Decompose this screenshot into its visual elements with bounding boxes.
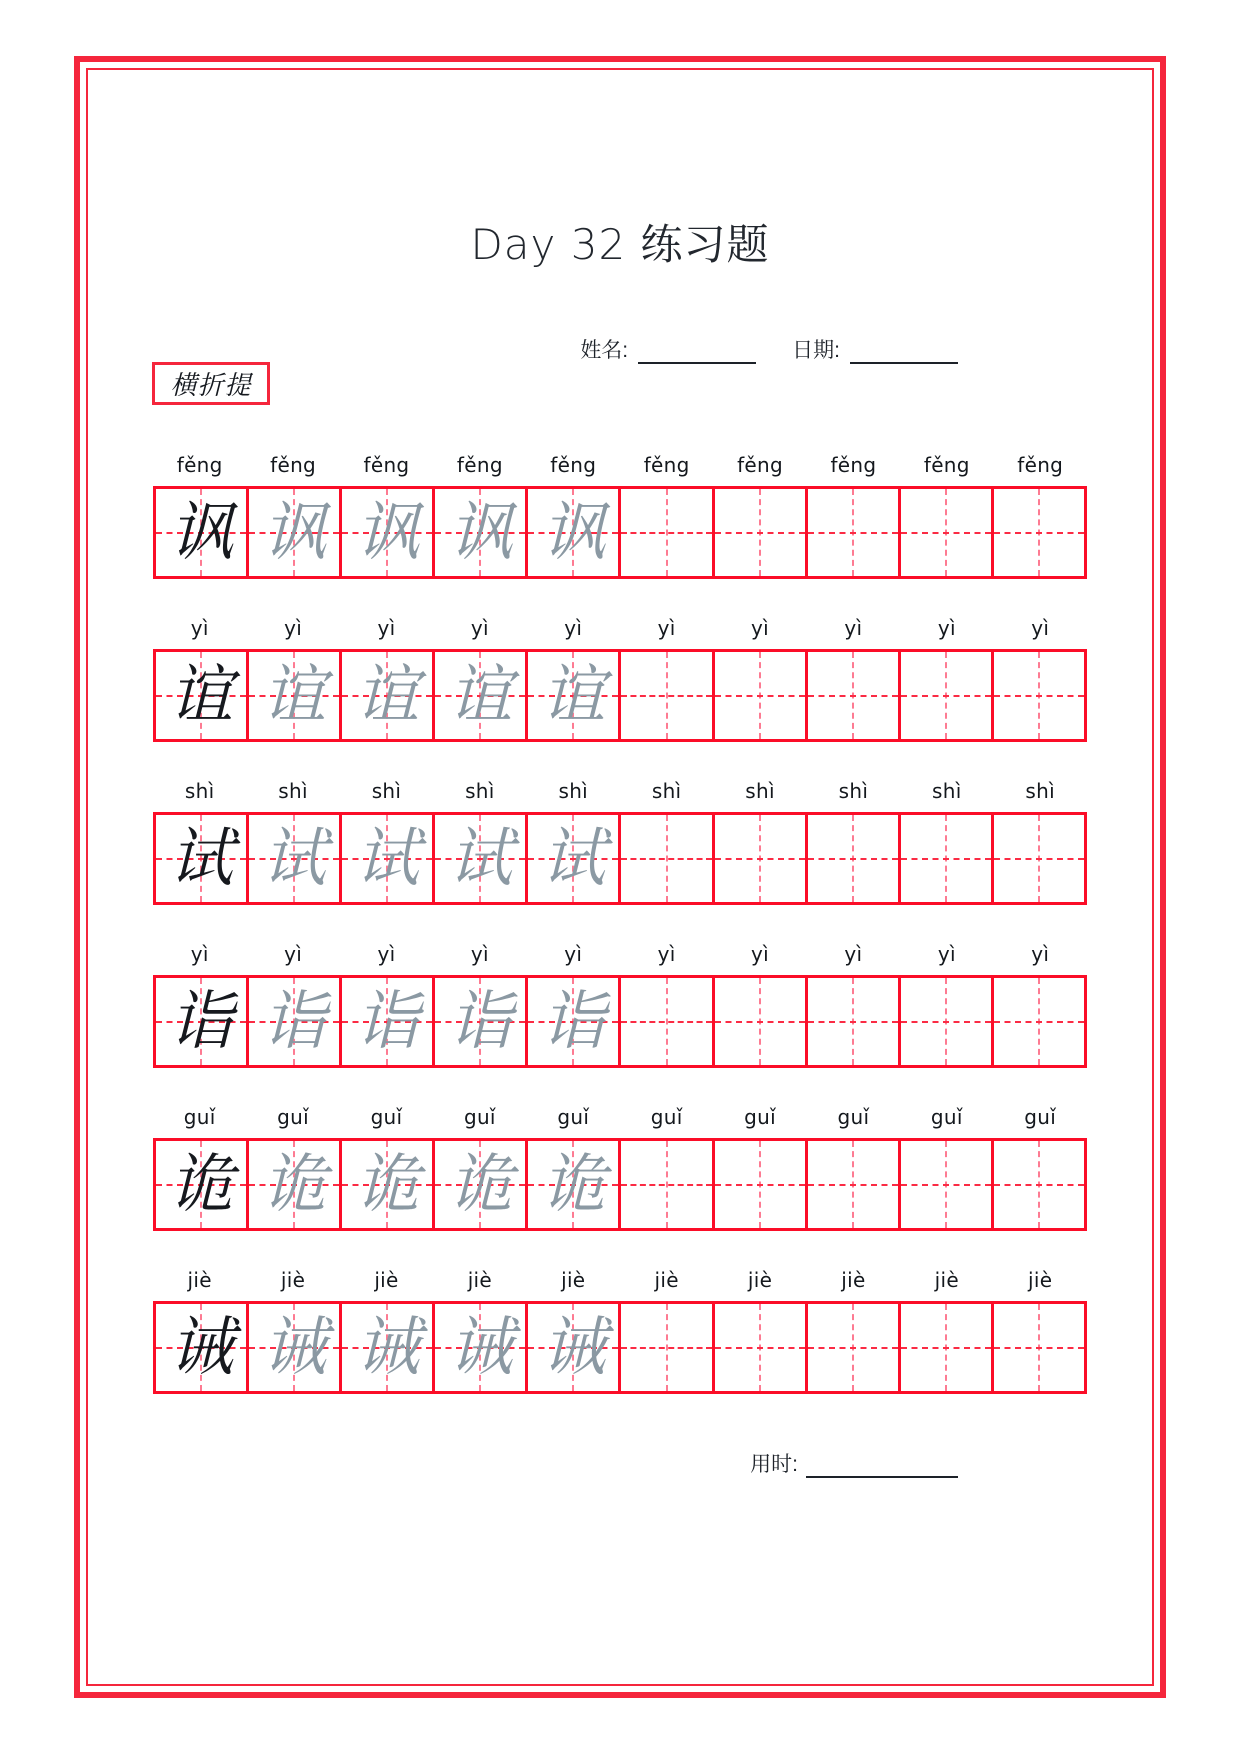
character-grid-cell[interactable] (715, 652, 808, 739)
character-grid-cell[interactable] (528, 1141, 621, 1228)
pinyin-label: fěng (737, 453, 783, 477)
empty-character-slot (715, 1304, 805, 1391)
pinyin-label: fěng (830, 453, 877, 477)
pinyin-label: fěng (456, 453, 503, 477)
pinyin-line (153, 607, 1087, 649)
pinyin-label: shì (371, 779, 402, 803)
character-grid-cell[interactable] (901, 1141, 994, 1228)
character-grid-cell[interactable] (901, 1304, 994, 1391)
character-grid-cell[interactable] (808, 1141, 901, 1228)
pinyin-label: yì (937, 942, 956, 966)
pinyin-label: shì (184, 779, 215, 803)
pinyin-label: fěng (550, 453, 597, 477)
character-grid-cell[interactable] (994, 978, 1087, 1065)
empty-character-slot (715, 978, 805, 1065)
trace-character: 谊 (448, 658, 513, 733)
character-grid-cell[interactable] (901, 652, 994, 739)
pinyin-label: jiè (934, 1268, 959, 1292)
empty-character-slot (808, 652, 898, 739)
empty-character-slot (901, 1304, 991, 1391)
pinyin-label: yì (657, 942, 676, 966)
pinyin-label: yì (937, 616, 956, 640)
character-grid-cell[interactable] (342, 1304, 435, 1391)
pinyin-label: jiè (374, 1268, 399, 1292)
character-grid-cell[interactable] (435, 489, 528, 576)
pinyin-label: yì (190, 616, 209, 640)
character-grid-cell[interactable] (435, 1304, 528, 1391)
pinyin-label: jiè (561, 1268, 586, 1292)
pinyin-label: fěng (270, 453, 317, 477)
character-grid-cell[interactable] (528, 652, 621, 739)
empty-character-slot (621, 978, 711, 1065)
empty-character-slot (808, 978, 898, 1065)
stroke-type-badge (152, 362, 270, 405)
character-grid-cell[interactable] (621, 489, 714, 576)
empty-character-slot (994, 489, 1084, 576)
name-label: 姓名: (580, 339, 629, 362)
name-input-blank[interactable] (638, 342, 756, 364)
pinyin-label: yì (657, 616, 676, 640)
character-grid-cell[interactable] (715, 815, 808, 902)
pinyin-label: shì (558, 779, 589, 803)
character-grid-cell[interactable] (435, 652, 528, 739)
trace-character: 试 (355, 821, 420, 896)
empty-character-slot (808, 815, 898, 902)
character-grid-cell[interactable] (808, 1304, 901, 1391)
pinyin-label: guǐ (277, 1105, 309, 1129)
pinyin-label: fěng (1017, 453, 1064, 477)
trace-character: 诡 (448, 1147, 513, 1222)
empty-character-slot (621, 1141, 711, 1228)
model-character: 谊 (169, 658, 234, 733)
character-grid-cell[interactable] (435, 1141, 528, 1228)
trace-character: 讽 (541, 495, 606, 570)
character-grid-cell[interactable] (249, 1141, 342, 1228)
trace-character: 谊 (355, 658, 420, 733)
empty-character-slot (808, 489, 898, 576)
pinyin-label: guǐ (183, 1105, 216, 1129)
pinyin-label: yì (377, 942, 396, 966)
trace-character: 讽 (448, 495, 513, 570)
character-grid-cell[interactable] (528, 1304, 621, 1391)
character-grid-cell[interactable] (435, 815, 528, 902)
character-grid-row (153, 649, 1087, 742)
trace-character: 诫 (355, 1310, 420, 1385)
pinyin-line (153, 444, 1087, 486)
pinyin-label: jiè (654, 1268, 679, 1292)
character-grid-cell[interactable] (435, 978, 528, 1065)
trace-character: 诣 (448, 984, 513, 1059)
pinyin-label: fěng (363, 453, 410, 477)
time-used-label: 用时: (750, 1453, 798, 1476)
empty-character-slot (621, 489, 711, 576)
empty-character-slot (901, 815, 991, 902)
empty-character-slot (994, 978, 1084, 1065)
pinyin-label: yì (470, 942, 489, 966)
character-grid-row (153, 1138, 1087, 1231)
character-grid-cell[interactable] (528, 815, 621, 902)
trace-character: 诫 (448, 1310, 513, 1385)
trace-character: 诣 (262, 984, 327, 1059)
pinyin-label: shì (932, 779, 962, 803)
trace-character: 诣 (541, 984, 606, 1059)
character-grid-cell[interactable] (156, 1141, 249, 1228)
model-character: 诣 (169, 984, 234, 1059)
character-grid-cell[interactable] (249, 815, 342, 902)
character-grid-cell[interactable] (249, 489, 342, 576)
character-grid-cell[interactable] (621, 652, 714, 739)
trace-character: 诡 (355, 1147, 420, 1222)
empty-character-slot (994, 815, 1084, 902)
pinyin-label: jiè (467, 1268, 493, 1292)
character-grid-cell[interactable] (621, 978, 714, 1065)
pinyin-label: fěng (643, 453, 690, 477)
character-grid-row (153, 812, 1087, 905)
pinyin-label: shì (1025, 779, 1055, 803)
character-grid-cell[interactable] (994, 815, 1087, 902)
pinyin-label: shì (278, 779, 308, 803)
character-grid-cell[interactable] (808, 489, 901, 576)
character-grid-cell[interactable] (342, 978, 435, 1065)
character-grid-cell[interactable] (901, 978, 994, 1065)
pinyin-label: yì (284, 942, 303, 966)
character-grid-cell[interactable] (528, 489, 621, 576)
pinyin-label: guǐ (930, 1105, 963, 1129)
pinyin-label: yì (844, 616, 863, 640)
pinyin-label: yì (1031, 942, 1050, 966)
pinyin-label: yì (284, 616, 303, 640)
time-used-row (750, 1448, 958, 1478)
pinyin-label: yì (564, 616, 583, 640)
empty-character-slot (994, 652, 1084, 739)
pinyin-label: guǐ (837, 1105, 870, 1129)
character-grid-cell[interactable] (715, 1304, 808, 1391)
character-grid-cell[interactable] (994, 489, 1087, 576)
pinyin-label: jiè (747, 1268, 773, 1292)
character-grid-cell[interactable] (249, 1304, 342, 1391)
date-input-blank[interactable] (850, 342, 958, 364)
trace-character: 讽 (355, 495, 420, 570)
pinyin-label: yì (564, 942, 583, 966)
trace-character: 谊 (541, 658, 606, 733)
pinyin-line (153, 770, 1087, 812)
trace-character: 诫 (541, 1310, 606, 1385)
character-grid-cell[interactable] (342, 489, 435, 576)
character-grid-cell[interactable] (901, 489, 994, 576)
character-grid-cell[interactable] (715, 1141, 808, 1228)
character-grid-cell[interactable] (715, 978, 808, 1065)
empty-character-slot (715, 652, 805, 739)
model-character: 讽 (169, 495, 234, 570)
practice-row (153, 444, 1087, 607)
character-grid-row (153, 1301, 1087, 1394)
empty-character-slot (621, 1304, 711, 1391)
pinyin-label: shì (745, 779, 775, 803)
empty-character-slot (621, 652, 711, 739)
trace-character: 试 (448, 821, 513, 896)
trace-character: 诫 (262, 1310, 327, 1385)
pinyin-label: jiè (1028, 1268, 1053, 1292)
character-grid-cell[interactable] (621, 1141, 714, 1228)
model-character: 试 (169, 821, 234, 896)
practice-row (153, 1096, 1087, 1259)
pinyin-line (153, 1259, 1087, 1301)
practice-row (153, 770, 1087, 933)
pinyin-label: yì (1031, 616, 1050, 640)
page-title: Day 32 练习题 (470, 220, 770, 269)
character-grid-cell[interactable] (156, 978, 249, 1065)
trace-character: 诡 (262, 1147, 327, 1222)
trace-character: 试 (541, 821, 606, 896)
time-used-blank[interactable] (806, 1456, 958, 1478)
empty-character-slot (715, 489, 805, 576)
character-grid-row (153, 486, 1087, 579)
trace-character: 诡 (541, 1147, 606, 1222)
empty-character-slot (808, 1304, 898, 1391)
pinyin-label: guǐ (463, 1105, 496, 1129)
practice-rows-container (153, 444, 1087, 1422)
pinyin-label: guǐ (557, 1105, 590, 1129)
empty-character-slot (901, 652, 991, 739)
character-grid-cell[interactable] (342, 652, 435, 739)
pinyin-label: yì (751, 942, 770, 966)
pinyin-label: fěng (176, 453, 223, 477)
trace-character: 谊 (262, 658, 327, 733)
empty-character-slot (715, 1141, 805, 1228)
character-grid-cell[interactable] (249, 978, 342, 1065)
character-grid-row (153, 975, 1087, 1068)
character-grid-cell[interactable] (715, 489, 808, 576)
character-grid-cell[interactable] (528, 978, 621, 1065)
character-grid-cell[interactable] (249, 652, 342, 739)
character-grid-cell[interactable] (621, 1304, 714, 1391)
character-grid-cell[interactable] (156, 489, 249, 576)
pinyin-label: yì (470, 616, 489, 640)
character-grid-cell[interactable] (808, 815, 901, 902)
character-grid-cell[interactable] (342, 1141, 435, 1228)
pinyin-label: jiè (187, 1268, 212, 1292)
character-grid-cell[interactable] (901, 815, 994, 902)
model-character: 诫 (169, 1310, 234, 1385)
empty-character-slot (715, 815, 805, 902)
character-grid-cell[interactable] (156, 652, 249, 739)
practice-row (153, 1259, 1087, 1422)
empty-character-slot (621, 815, 711, 902)
date-label: 日期: (792, 339, 840, 362)
character-grid-cell[interactable] (808, 652, 901, 739)
character-grid-cell[interactable] (994, 652, 1087, 739)
pinyin-label: shì (838, 779, 869, 803)
pinyin-label: yì (844, 942, 863, 966)
empty-character-slot (901, 1141, 991, 1228)
pinyin-label: guǐ (1024, 1105, 1057, 1129)
practice-row (153, 933, 1087, 1096)
empty-character-slot (808, 1141, 898, 1228)
pinyin-label: jiè (841, 1268, 866, 1292)
pinyin-label: guǐ (650, 1105, 683, 1129)
model-character: 诡 (169, 1147, 234, 1222)
student-info-row (580, 334, 958, 364)
character-grid-cell[interactable] (994, 1304, 1087, 1391)
trace-character: 讽 (262, 495, 327, 570)
character-grid-cell[interactable] (808, 978, 901, 1065)
pinyin-line (153, 933, 1087, 975)
pinyin-label: yì (190, 942, 209, 966)
pinyin-label: yì (751, 616, 770, 640)
character-grid-cell[interactable] (156, 1304, 249, 1391)
pinyin-label: shì (651, 779, 682, 803)
character-grid-cell[interactable] (156, 815, 249, 902)
pinyin-label: fěng (923, 453, 970, 477)
pinyin-label: guǐ (744, 1105, 776, 1129)
character-grid-cell[interactable] (342, 815, 435, 902)
pinyin-label: guǐ (370, 1105, 403, 1129)
empty-character-slot (901, 489, 991, 576)
trace-character: 试 (262, 821, 327, 896)
pinyin-label: shì (465, 779, 495, 803)
empty-character-slot (901, 978, 991, 1065)
pinyin-label: yì (377, 616, 396, 640)
stroke-type-label: 横折提 (170, 371, 252, 401)
empty-character-slot (994, 1141, 1084, 1228)
empty-character-slot (994, 1304, 1084, 1391)
character-grid-cell[interactable] (994, 1141, 1087, 1228)
pinyin-line (153, 1096, 1087, 1138)
practice-row (153, 607, 1087, 770)
trace-character: 诣 (355, 984, 420, 1059)
character-grid-cell[interactable] (621, 815, 714, 902)
pinyin-label: jiè (280, 1268, 306, 1292)
